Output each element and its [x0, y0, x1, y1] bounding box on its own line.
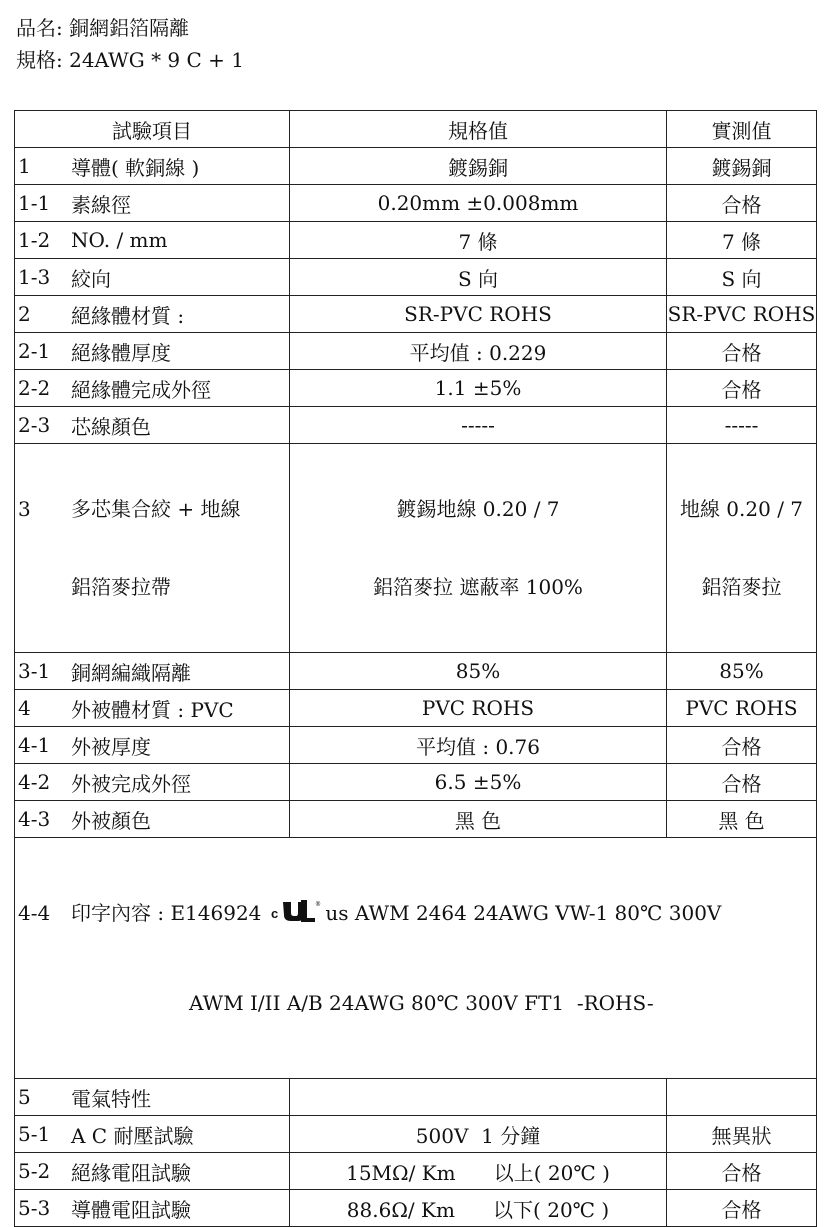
row-spec: [290, 444, 667, 653]
row-spec: 0.20mm ±0.008mm: [290, 185, 667, 222]
row-measured: 無異狀: [667, 1116, 817, 1153]
row-item: [15, 407, 290, 444]
row-spec: 7 條: [290, 222, 667, 259]
row-item: [15, 727, 290, 764]
row-label: NO. / mm: [71, 228, 168, 252]
table-row: [15, 1190, 817, 1227]
row-spec: 500V 1 分鐘: [290, 1116, 667, 1153]
row-label: 多芯集合絞 + 地線: [71, 497, 241, 521]
row-measured: 85%: [667, 653, 817, 690]
row-number: 4-4: [18, 901, 51, 925]
table-row: [15, 727, 817, 764]
row-measured: 黑 色: [667, 801, 817, 838]
table-row: [15, 333, 817, 370]
row-measured: 合格: [667, 764, 817, 801]
row-number: 4-3: [18, 807, 51, 831]
row-item: [15, 222, 290, 259]
test-report-table: [14, 110, 817, 1227]
row-label: 外被顏色: [71, 808, 151, 833]
row-measured: -----: [667, 407, 817, 444]
document-header: [16, 12, 244, 76]
row-label: 絞向: [71, 266, 111, 291]
row-number: 1-3: [18, 265, 51, 289]
row-item: [15, 333, 290, 370]
row-number: 4-2: [18, 770, 51, 794]
row-number: 1-2: [18, 228, 51, 252]
product-name: 品名: 銅網鋁箔隔離: [16, 16, 190, 40]
row-measured: S 向: [667, 259, 817, 296]
row-number: 5: [18, 1085, 31, 1109]
row-measured: 合格: [667, 1153, 817, 1190]
print-content-cell: [15, 838, 817, 1079]
table-row: [15, 1116, 817, 1153]
print-label: 印字內容 : E146924: [71, 901, 262, 925]
row-measured: 鍍錫銅: [667, 148, 817, 185]
row-item: [15, 444, 290, 653]
header-measured-value: 實測值: [667, 111, 817, 148]
row-label: 電氣特性: [71, 1086, 151, 1111]
row-measured: PVC ROHS: [667, 690, 817, 727]
table-row: [15, 1079, 817, 1116]
row-label: 絕緣體材質 :: [71, 303, 185, 328]
row-label: 絕緣體完成外徑: [71, 377, 211, 402]
row-item: [15, 1079, 290, 1116]
row-spec: S 向: [290, 259, 667, 296]
print-line-1: [15, 898, 816, 928]
row-measured-line2: 鋁箔麥拉: [701, 575, 782, 599]
row-label-line2: 鋁箔麥拉帶: [71, 575, 171, 599]
row-measured: 7 條: [667, 222, 817, 259]
table-row: [15, 764, 817, 801]
row-label: 外被體材質 : PVC: [71, 697, 234, 722]
row-spec-line1: 鍍錫地線 0.20 / 7: [396, 497, 560, 521]
row-label: 絕緣體厚度: [71, 340, 171, 365]
row-label: A C 耐壓試驗: [71, 1123, 194, 1148]
row-label: 芯線顏色: [71, 414, 151, 439]
row-item: [15, 1116, 290, 1153]
print-content-row: [15, 838, 817, 1079]
table-row: [15, 407, 817, 444]
row-number: 3-1: [18, 659, 51, 683]
row-measured: 合格: [667, 727, 817, 764]
table-row: [15, 653, 817, 690]
table-header-row: [15, 111, 817, 148]
table-row: [15, 296, 817, 333]
row-label: 素線徑: [71, 192, 131, 217]
product-spec: 規格: 24AWG * 9 C + 1: [16, 48, 245, 72]
row-label: 絕緣電阻試驗: [71, 1160, 191, 1185]
row-number: 5-1: [18, 1122, 51, 1146]
table-row: [15, 370, 817, 407]
row-label: 外被厚度: [71, 734, 151, 759]
row-spec: 平均值 : 0.76: [290, 727, 667, 764]
table-row: [15, 185, 817, 222]
row-spec: 1.1 ±5%: [290, 370, 667, 407]
table-row: [15, 801, 817, 838]
row-number: 5-2: [18, 1159, 51, 1183]
svg-text:®: ®: [315, 901, 322, 908]
ul-mark-c: c: [271, 906, 279, 921]
row-item: [15, 1153, 290, 1190]
row-spec: 85%: [290, 653, 667, 690]
row-item: [15, 185, 290, 222]
row-number: 4-1: [18, 733, 51, 757]
row-item: [15, 690, 290, 727]
row-item: [15, 1190, 290, 1227]
ul-mark-us: us: [325, 901, 349, 925]
row-label: 導體( 軟銅線 ): [71, 155, 200, 180]
row-number: 1-1: [18, 191, 51, 215]
row-spec: PVC ROHS: [290, 690, 667, 727]
table-row: [15, 690, 817, 727]
row-measured-line1: 地線 0.20 / 7: [679, 497, 804, 521]
row-item: [15, 764, 290, 801]
row-label: 外被完成外徑: [71, 771, 191, 796]
row-number: 3: [18, 497, 31, 521]
table-row: [15, 1153, 817, 1190]
row-measured: [667, 444, 817, 653]
row-number: 5-3: [18, 1196, 51, 1220]
print-line-2: AWM I/II A/B 24AWG 80℃ 300V FT1 -ROHS-: [189, 991, 654, 1015]
row-item: [15, 653, 290, 690]
row-spec: 88.6Ω/ Km 以下( 20℃ ): [290, 1190, 667, 1227]
row-spec: [290, 1079, 667, 1116]
row-spec: 平均值 : 0.229: [290, 333, 667, 370]
ul-recognized-mark-icon: [271, 898, 323, 924]
row-measured: 合格: [667, 333, 817, 370]
table-row: [15, 222, 817, 259]
row-item: [15, 801, 290, 838]
table-row: [15, 444, 817, 653]
row-spec: -----: [290, 407, 667, 444]
row-number: 1: [18, 154, 31, 178]
row-measured: SR-PVC ROHS: [667, 296, 817, 333]
table-row: [15, 148, 817, 185]
row-spec: SR-PVC ROHS: [290, 296, 667, 333]
row-number: 4: [18, 696, 31, 720]
row-spec: 6.5 ±5%: [290, 764, 667, 801]
row-item: [15, 370, 290, 407]
row-spec: 15MΩ/ Km 以上( 20℃ ): [290, 1153, 667, 1190]
print-line-1-rest: AWM 2464 24AWG VW-1 80℃ 300V: [354, 901, 722, 925]
row-measured: 合格: [667, 1190, 817, 1227]
row-spec-line2: 鋁箔麥拉 遮蔽率 100%: [373, 575, 583, 599]
row-item: [15, 148, 290, 185]
row-label: 銅網編織隔離: [71, 660, 191, 685]
row-label: 導體電阻試驗: [71, 1197, 191, 1222]
row-measured: 合格: [667, 370, 817, 407]
header-spec-value: 規格值: [290, 111, 667, 148]
row-item: [15, 259, 290, 296]
row-item: [15, 296, 290, 333]
table-row: [15, 259, 817, 296]
row-number: 2-1: [18, 339, 51, 363]
header-test-item: 試驗項目: [15, 111, 290, 148]
row-measured: [667, 1079, 817, 1116]
row-number: 2-2: [18, 376, 51, 400]
row-spec: 黑 色: [290, 801, 667, 838]
row-number: 2: [18, 302, 31, 326]
row-number: 2-3: [18, 413, 51, 437]
row-measured: 合格: [667, 185, 817, 222]
row-spec: 鍍錫銅: [290, 148, 667, 185]
